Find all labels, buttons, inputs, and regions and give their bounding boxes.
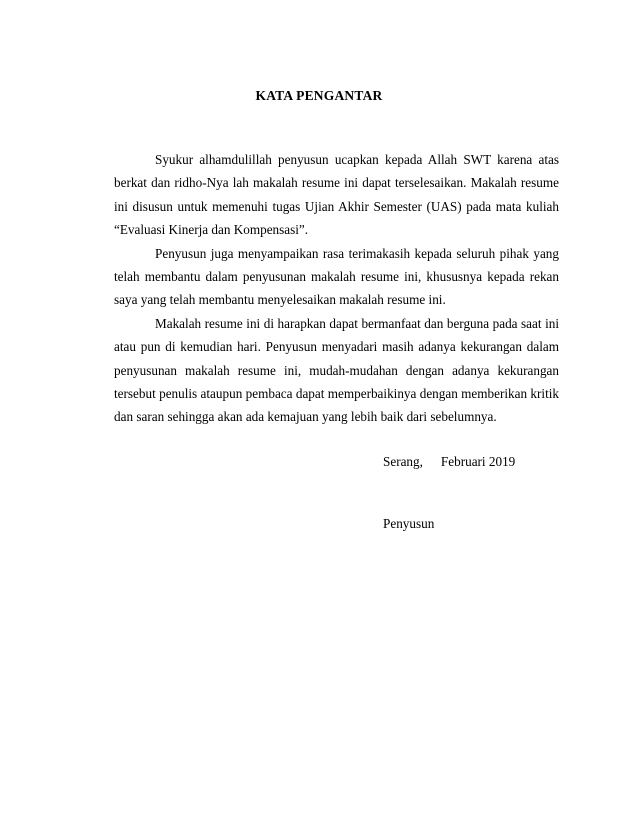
document-body (114, 148, 559, 429)
paragraph-hope: Makalah resume ini di harapkan dapat bermanfaat dan berguna pada saat ini atau pun di kemudian hari. Penyusun menyadari masih adanya kekurangan dalam penyusunan makalah resume ini, mudah-mudahan dengan adanya kekurangan tersebut penulis ataupun pembaca dapat memperbaikinya dengan memberikan kritik dan saran sehingga akan ada kemajuan yang lebih baik dari sebelumnya. (114, 315, 559, 425)
signer-label: Penyusun (383, 516, 435, 531)
page-title: KATA PENGANTAR (255, 88, 383, 103)
place-text: Serang, (383, 454, 423, 469)
date-text: Februari 2019 (440, 454, 516, 469)
paragraph-thanks: Penyusun juga menyampaikan rasa terimakasih kepada seluruh pihak yang telah membantu dalam penyusunan makalah resume ini, khususnya kepada rekan saya yang telah membantu menyelesaikan makalah resume ini. (114, 245, 559, 308)
paragraph-gratitude: Syukur alhamdulillah penyusun ucapkan kepada Allah SWT karena atas berkat dan ridho-Nya lah makalah resume ini dapat terselesaikan. Makalah resume ini disusun untuk memenuhi tugas Ujian Akhir Semester (UAS) pada mata kuliah “Evaluasi Kinerja dan Kompensasi”. (114, 152, 559, 238)
place-date (383, 454, 515, 470)
